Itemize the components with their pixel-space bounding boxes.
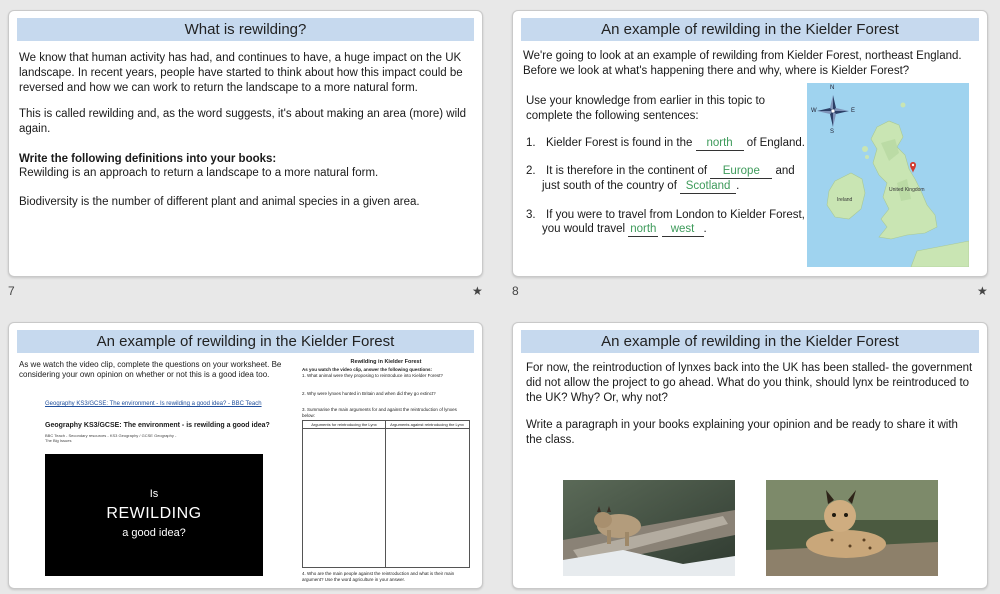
slide-7[interactable] — [8, 10, 483, 277]
intro-text: As we watch the video clip, complete the questions on your worksheet. Be considering your own opinion on whether or not this is a good idea too. — [19, 360, 282, 379]
instruction-text: Use your knowledge from earlier in this topic to complete the following sentences: — [526, 95, 766, 122]
definition-biodiversity: Biodiversity is the number of different plant and animal species in a given area. — [19, 196, 420, 208]
question-text: just south of the country of — [542, 180, 677, 192]
question-number: 3. — [526, 209, 536, 221]
question-text: you would travel — [542, 223, 626, 235]
map-label-ireland: Ireland — [837, 197, 853, 203]
worksheet-question: 2. Why were lynxes hunted in Britain and when did they go extinct? — [302, 391, 436, 396]
paragraph: This is called rewilding and, as the word suggests, it's about making an area (more) wild again. — [19, 108, 467, 135]
slide-number: 7 — [8, 284, 15, 298]
video-title: Geography KS3/GCSE: The environment - is rewilding a good idea? — [45, 422, 270, 429]
punctuation: . — [736, 180, 740, 192]
paragraph: We know that human activity has had, and continues to have, a huge impact on the UK landscape. In recent years, people have started to think about how this impact could be reversed and how we can work to return the landscape to a more natural form. — [19, 52, 463, 94]
question-1 — [526, 136, 806, 151]
video-player[interactable] — [45, 454, 263, 576]
slide-8[interactable] — [512, 10, 988, 277]
answer-europe[interactable]: Europe — [710, 165, 772, 179]
definitions-heading: Write the following definitions into your books: — [19, 153, 277, 165]
video-text-is: Is — [149, 488, 159, 500]
punctuation: . — [703, 223, 707, 235]
question-text: If you were to travel from London to Kielder Forest, — [546, 209, 805, 221]
paragraph: Write a paragraph in your books explaining your opinion and be ready to share it with the class. — [526, 419, 958, 446]
question-2-line2 — [542, 179, 812, 194]
worksheet-question: 1. What animal were they proposing to reintroduce into Kielder Forest? — [302, 373, 443, 378]
intro-text: We're going to look at an example of rewilding from Kielder Forest, northeast England. Before we look at what's happening there and why, where is Kielder Forest? — [523, 50, 962, 77]
question-number: 2. — [526, 165, 536, 177]
star-icon[interactable]: ★ — [472, 284, 483, 298]
question-3 — [526, 208, 816, 223]
worksheet-question: 4. Who are the main people against the reintroduction and what is their main argument? Use the word agriculture in your answer. — [302, 571, 455, 582]
slide-title: An example of rewilding in the Kielder Forest — [17, 330, 474, 353]
lynx-photo-2 — [766, 480, 938, 576]
answer-scotland[interactable]: Scotland — [680, 180, 736, 194]
video-subtitle: The Big Issues — [45, 438, 72, 443]
answer-north[interactable]: north — [630, 223, 657, 235]
worksheet-question: 3. Summarise the main arguments for and against the reintroduction of lynxes below: — [302, 407, 457, 418]
answer-north[interactable]: north — [696, 137, 744, 151]
definition-rewilding: Rewilding is an approach to return a landscape to a more natural form. — [19, 167, 379, 179]
paragraph: For now, the reintroduction of lynxes back into the UK has been stalled- the government did not allow the project to go ahead. What do you think, should lynx be reintroduced to the UK? Why? Or, why not? — [526, 362, 973, 404]
slide-9[interactable] — [8, 322, 483, 589]
star-icon[interactable]: ★ — [977, 284, 988, 298]
map-label-uk: United Kingdom — [889, 187, 925, 193]
question-text: It is therefore in the continent of — [546, 165, 708, 177]
table-header: Arguments against reintroducing the Lynx — [390, 422, 464, 427]
compass-w-label: W — [811, 108, 817, 114]
table-header: Arguments for reintroducing the Lynx — [311, 422, 377, 427]
question-2 — [526, 164, 816, 179]
worksheet — [300, 357, 472, 583]
compass-s-label: S — [830, 129, 835, 135]
question-text: Kielder Forest is found in the — [546, 137, 693, 149]
lynx-photo-1 — [563, 480, 735, 576]
worksheet-subtitle: As you watch the video clip, answer the following questions: — [302, 367, 433, 372]
video-text-rewilding: REWILDING — [106, 505, 202, 522]
answer-west[interactable]: west — [662, 223, 704, 237]
slide-title: An example of rewilding in the Kielder Forest — [521, 330, 979, 353]
question-text: of England. — [746, 137, 805, 149]
map-graphic — [807, 83, 969, 267]
video-subtitle: BBC Teach - Secondary resources - KS3 Geography / GCSE Geography - — [45, 433, 177, 438]
worksheet-table — [302, 420, 470, 568]
question-number: 1. — [526, 137, 536, 149]
slide-title: What is rewilding? — [17, 18, 474, 41]
video-link[interactable]: Geography KS3/GCSE: The environment - Is rewilding a good idea? - BBC Teach — [45, 401, 262, 407]
slide-10[interactable] — [512, 322, 988, 589]
slide-title: An example of rewilding in the Kielder Forest — [521, 18, 979, 41]
worksheet-title: Rewilding in Kielder Forest — [350, 359, 422, 365]
uk-map — [807, 83, 969, 267]
video-text-question: a good idea? — [122, 527, 186, 539]
slide-number: 8 — [512, 284, 519, 298]
question-text: and — [775, 165, 795, 177]
compass-n-label: N — [830, 85, 835, 91]
compass-e-label: E — [851, 108, 856, 114]
question-3-line2 — [542, 222, 812, 237]
